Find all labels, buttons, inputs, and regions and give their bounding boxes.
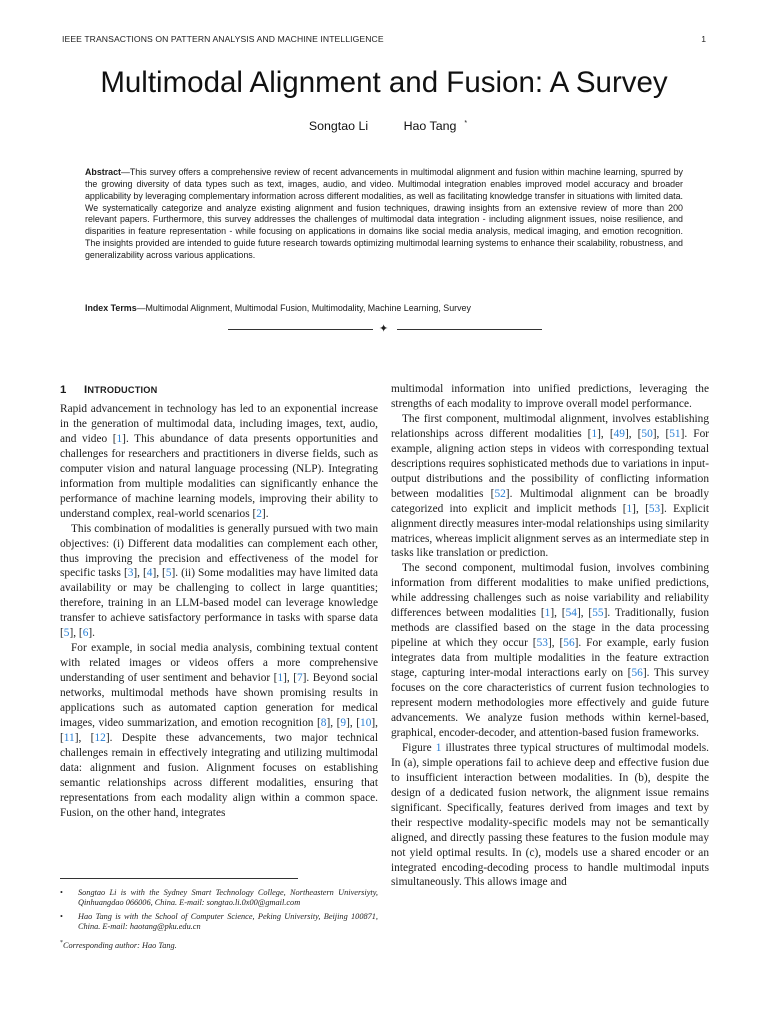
section-number: 1 [60, 384, 67, 396]
paragraph-text: ]. Explicit alignment directly measures inter-modal relationships using similarity matrices, whereas implicit alignment serves as an intermediate step in tasks like translation or prediction. [391, 502, 709, 560]
index-terms-label: Index Terms [85, 303, 137, 313]
citation-link[interactable]: 50 [641, 427, 653, 440]
citation-link[interactable]: 5 [63, 627, 70, 640]
paragraph [60, 522, 378, 642]
paragraph-text: ]. For example, aligning action steps in videos with corresponding textual descriptions requires sophisticated methods due to variations in input-output distributions and the possibility of conflicting information between modalities [ [391, 427, 710, 500]
paragraph-text: ], [ [547, 637, 564, 650]
paragraph-text: Figure [402, 741, 436, 754]
paragraph-text: ], [ [346, 717, 361, 730]
footnotes [60, 888, 378, 951]
abstract [85, 167, 683, 262]
running-header [62, 34, 706, 46]
paragraph-text: ], [ [550, 607, 566, 620]
citation-link[interactable]: 56 [631, 667, 643, 680]
paragraph-text: ], [ [283, 672, 297, 685]
paragraph [60, 402, 378, 522]
citation-link[interactable]: 10 [360, 717, 372, 730]
section-heading: 1 INTRODUCTION [60, 382, 378, 402]
paragraph-text: ], [ [597, 427, 614, 440]
citation-link[interactable]: 51 [669, 427, 681, 440]
citation-link[interactable]: 12 [94, 731, 106, 744]
paragraph-text: ]. Despite these advancements, two major technical challenges remain in effectively integrating and utilizing multimodal data: alignment and fusion. Alignment focuses on establishing semantic relationships across different modalities, ensuring that representations from each modality align within a common space. Fusion, on the other hand, integrates [60, 731, 378, 819]
separator-ornament-icon: ✦ [379, 323, 389, 335]
paragraph [391, 382, 709, 412]
citation-link[interactable]: 8 [320, 717, 327, 730]
paragraph-text: multimodal information into unified predictions, leveraging the strengths of each modality to improve overall model performance. [391, 383, 709, 410]
paragraph-text: ], [ [152, 567, 166, 580]
paragraph-text: This combination of modalities is generally pursued with two main objectives: (i) Different data modalities can complement each other, thus improving the precision and effectiveness of the model for specific tasks [ [60, 522, 378, 580]
paragraph-text: ]. This abundance of data presents opportunities and challenges for researchers and practitioners in diverse fields, such as computer vision and natural language processing (NLP). Integrating information from multiple modalities can significantly enhance the performance of machine learning models, improving their ability to understand complex, real-world scenarios [ [60, 432, 378, 520]
citation-link[interactable]: 1 [277, 672, 284, 685]
paragraph-text: ], [ [326, 717, 341, 730]
abstract-text: —This survey offers a comprehensive review of recent advancements in multimodal alignment and fusion within machine learning, spurred by the growing diversity of data types such as text, images, audio, and video. Multimodal integration enables improved model accuracy and broader applicability by leveraging complementary information across different modalities, as well as facilitating knowledge transfer in situations with limited data. We systematically categorize and analyze existing alignment and fusion techniques, drawing insights from an extensive review of more than 200 relevant papers. Furthermore, this survey addresses the challenges of multimodal data integration - including alignment issues, noise resilience, and disparities in feature representation - while focusing on applications in domains like social media analysis, medical imaging, and emotion recognition. The insights provided are intended to guide future research towards optimizing multimodal learning systems to enhance their scalability, robustness, and generalizability across various applications. [85, 167, 683, 260]
separator-line [228, 329, 373, 330]
right-column [391, 382, 709, 890]
citation-link[interactable]: 1 [591, 427, 598, 440]
paragraph-text: ]. Multimodal alignment can be broadly categorized into explicit and implicit methods [ [391, 487, 709, 515]
paragraph-text: ]. (ii) Some modalities may have limited data availability or may be challenging to collect in large quantities; therefore, training in an LLM-based model can leverage knowledge transfer to achieve satisfactory performance in tasks with sparse data [ [60, 567, 378, 640]
author: Songtao Li [308, 119, 369, 133]
paragraph-text: Rapid advancement in technology has led to an exponential increase in the generation of multimodal data, including images, text, audio, and video [ [60, 403, 378, 445]
abstract-label: Abstract [85, 167, 122, 177]
paragraph [391, 741, 709, 891]
citation-link[interactable]: 52 [494, 487, 506, 500]
citation-link[interactable]: 56 [563, 637, 575, 650]
left-column [60, 382, 378, 821]
paragraph [391, 561, 709, 740]
corresponding-author-note: *Corresponding author: Hao Tang. [60, 940, 177, 950]
author: Hao Tang * [403, 119, 468, 133]
paragraph-text: ], [ [60, 717, 378, 744]
bullet-icon: • [60, 888, 63, 897]
citation-link[interactable]: 2 [256, 507, 262, 520]
paragraph-text: ], [ [74, 731, 95, 744]
paragraph-text: ], [ [652, 427, 670, 440]
paragraph-text: The first component, multimodal alignment, involves establishing relationships across different modalities [ [391, 412, 709, 440]
page-number: 1 [701, 34, 706, 44]
paragraph-text: ]. Traditionally, fusion methods are classified based on the stage in the data processing pipeline at which they occur [ [391, 607, 710, 650]
citation-link[interactable]: 1 [435, 741, 442, 754]
paragraph-text: For example, in social media analysis, combining textual content with related images or videos offers a more comprehensive understanding of user sentiment and behavior [ [60, 642, 378, 685]
citation-link[interactable]: 6 [82, 627, 89, 640]
paragraph-text: ], [ [576, 607, 593, 620]
paragraph [391, 412, 709, 562]
paragraph [60, 641, 378, 820]
bullet-icon: • [60, 911, 63, 921]
paragraph-text: illustrates three typical structures of multimodal models. In (a), simple operations fail to achieve deep and effective fusion due to insufficient interaction between modalities. In (b), despite the design of a dedicated fusion network, the alignment issue remains significant. Specifically, features derived from images and text by their respective modality-specific models may not be semantically aligned, and directly passing these features to the fusion module may not yield optimal results. In (c), models use a shared encoder or an integrated encoding-decoding process to handle multimodal inputs simultaneously. This allows image and [391, 741, 709, 889]
paragraph-text: ], [ [133, 567, 147, 580]
paragraph-text: ], [ [632, 502, 649, 515]
footnote-rule [60, 878, 298, 879]
citation-link[interactable]: 55 [592, 607, 604, 620]
citation-link[interactable]: 54 [565, 607, 577, 620]
paragraph-text: ], [ [69, 627, 83, 640]
citation-link[interactable]: 4 [146, 567, 153, 580]
paragraph-text: ]. [261, 507, 269, 520]
journal-name: IEEE TRANSACTIONS ON PATTERN ANALYSIS AND MACHINE INTELLIGENCE [62, 34, 384, 44]
paragraph-text: ], [ [624, 427, 642, 440]
citation-link[interactable]: 11 [63, 731, 75, 744]
separator-line [397, 329, 542, 330]
paragraph-text: ]. [88, 627, 95, 640]
citation-link[interactable]: 53 [648, 502, 661, 515]
paper-title: Multimodal Alignment and Fusion: A Survey [100, 66, 668, 99]
index-terms-text: —Multimodal Alignment, Multimodal Fusion, Multimodality, Machine Learning, Survey [136, 303, 471, 313]
author-list [0, 119, 768, 133]
citation-link[interactable]: 7 [296, 672, 303, 685]
citation-link[interactable]: 9 [340, 717, 347, 730]
citation-link[interactable]: 1 [116, 432, 123, 445]
paragraph-text: The second component, multimodal fusion, involves combining information from different modalities to make unified predictions, while addressing challenges such as noise variability and reliability differences between modalities [ [391, 562, 709, 620]
citation-link[interactable]: 49 [613, 427, 625, 440]
citation-link[interactable]: 3 [127, 567, 134, 580]
paragraph-text: ]. This survey focuses on the core characteristics of current fusion technologies to represent modern methodologies more effectively and guide future advancements. We analyze fusion methods within kernel-based, graphical, encoder-decoder, and attention-based fusion frameworks. [391, 667, 709, 739]
paragraph-text: ]. Beyond social networks, multimodal methods have shown promising results in applications such as automated caption generation for medical images, video summarization, and emotion recognition [ [60, 672, 378, 730]
corresponding-mark: * [464, 119, 468, 127]
citation-link[interactable]: 1 [544, 607, 551, 620]
citation-link[interactable]: 53 [536, 637, 548, 650]
paragraph-text: ]. For example, early fusion integrates data from multiple modalities in the feature extraction stage, capturing inter-modal interactions early on [ [391, 637, 709, 680]
citation-link[interactable]: 5 [165, 567, 172, 580]
footnote: • Hao Tang is with the School of Computer Science, Peking University, Beijing 100871, China. E-mail: haotang@pku.edu.cn [60, 911, 378, 931]
section-separator [228, 323, 542, 337]
index-terms [85, 303, 683, 315]
citation-link[interactable]: 1 [626, 502, 633, 515]
footnote: • Songtao Li is with the Sydney Smart Technology College, Northeastern Universiyty, Qinhuangdao 066006, China. E-mail: songtao.li.0x00@gmail.com [60, 888, 378, 908]
